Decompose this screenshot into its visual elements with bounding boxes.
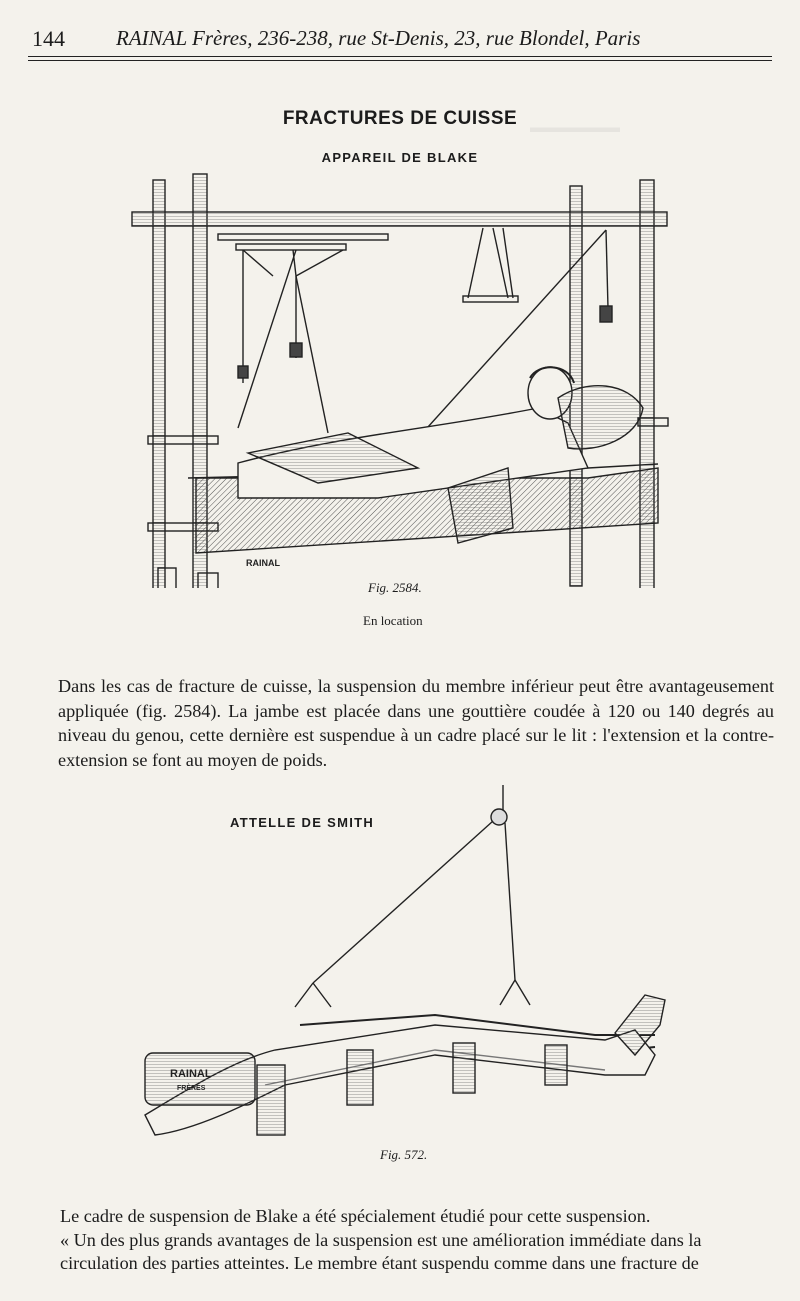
body-paragraph: Dans les cas de fracture de cuisse, la suspension du membre inférieur peut être avantageusement appliquée (fig. 2584). La jambe est placée dans une gouttière coudée à 120 ou 140 degrés au niveau du genou, cette dernière est suspendue à un cadre placé sur le lit : l'extension et la contre-extension se font au moyen de poids. [58,676,774,770]
splint-maker-mark-2: FRÈRES [177,1085,206,1092]
running-head: RAINAL Frères, 236-238, rue St-Denis, 23, rue Blondel, Paris [116,26,641,50]
figure-note: En location [363,613,423,628]
header-rule-double [28,60,772,61]
page-number: 144 [32,26,65,51]
page-header [28,22,772,56]
blake-apparatus-illustration [118,168,684,588]
smith-splint-illustration [135,785,675,1160]
body-paragraph-2 [60,1205,776,1276]
splint-maker-mark: RAINAL [170,1068,212,1080]
header-rule [28,56,772,57]
figure-subtitle: APPAREIL DE BLAKE [321,150,479,165]
paragraph-line: « Un des plus grands avantages de la suspension est une amélioration immédiate dans la circulation des parties atteintes. Le membre étant suspendu comme dans une fracture de [60,1229,702,1273]
figure-caption-2: Fig. 572. [380,1147,428,1162]
figure-caption: Fig. 2584. [368,580,422,595]
maker-mark: RAINAL [246,558,280,568]
paragraph-line: Le cadre de suspension de Blake a été spécialement étudié pour cette suspension. [60,1206,651,1226]
section-title: FRACTURES DE CUISSE [282,108,518,129]
figure-title: ATTELLE DE SMITH [230,815,375,830]
bleed-through: ▬▬▬▬▬▬ [530,120,620,136]
